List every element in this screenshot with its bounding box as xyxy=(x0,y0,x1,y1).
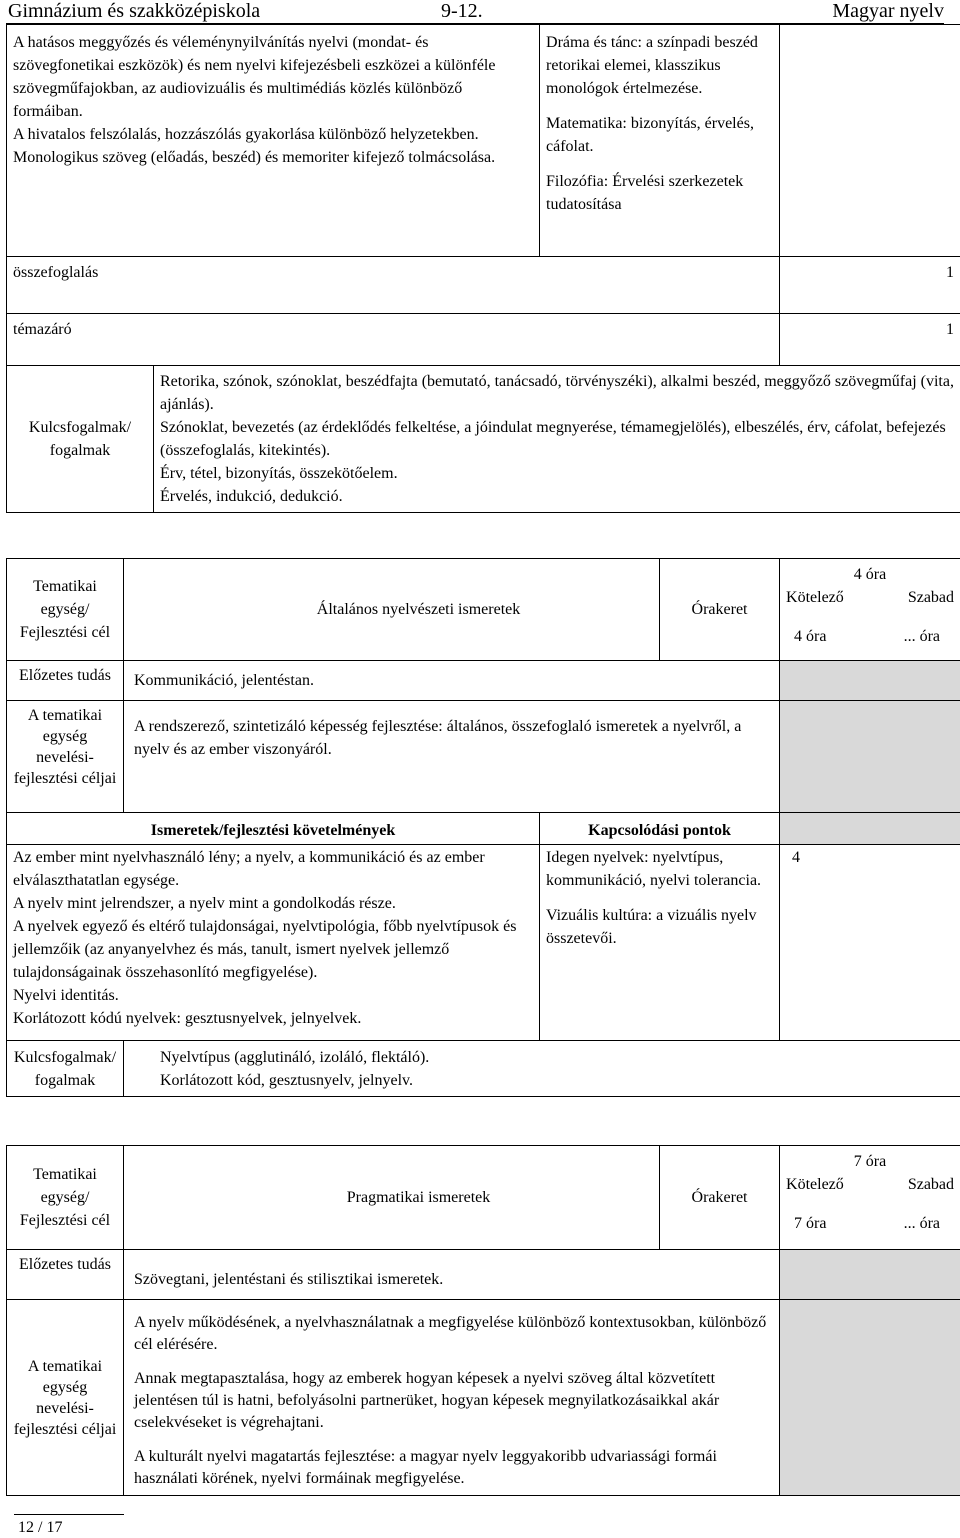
requirement-item: Nyelvi identitás. xyxy=(13,987,119,1004)
unit-table-pragmatics xyxy=(6,1145,960,1496)
requirement-item: A nyelv mint jelrendszer, a nyelv mint a gondolkodás része. xyxy=(13,895,396,912)
free-hours: ... óra xyxy=(903,1215,941,1232)
connection-item: Idegen nyelvek: nyelvtípus, kommunikáció, nyelvi tolerancia. xyxy=(546,849,762,889)
free-hours: ... óra xyxy=(903,628,941,645)
summary-label: összefoglalás xyxy=(7,257,780,314)
hours-total: 7 óra xyxy=(853,1153,887,1170)
continuation-table xyxy=(6,24,960,513)
school-name: Gimnázium és szakközépiskola xyxy=(8,0,261,22)
prior-knowledge-label: Előzetes tudás xyxy=(7,661,124,701)
goal-item: A kulturált nyelvi magatartás fejlesztése: a magyar nyelv leggyakoribb udvariassági formái használati körének, nyelvi formáinak megfigyelése. xyxy=(134,1448,717,1487)
requirement-text: Monologikus szöveg (előadás, beszéd) és memoriter kifejező tolmácsolása. xyxy=(13,149,496,166)
topic-test-label: témazáró xyxy=(7,314,780,366)
key-concept-line: Retorika, szónok, szónoklat, beszédfajta (bemutató, tanácsadó, törvényszéki), alkalmi beszéd, meggyőző szövegműfaj (vita, ajánlás). xyxy=(160,373,954,413)
summary-hours: 1 xyxy=(780,257,960,314)
key-concepts-label: Kulcsfogalmak/ fogalmak xyxy=(7,366,154,513)
mandatory-hours: 7 óra xyxy=(794,1215,827,1232)
page-header xyxy=(8,0,944,22)
connections-cell xyxy=(540,25,780,257)
requirement-item: Az ember mint nyelvhasználó lény; a nyelv, a kommunikáció és az ember elválaszthatatlan egysége. xyxy=(13,849,485,889)
requirement-text: A hatásos meggyőzés és véleménynyilvánítás nyelvi (mondat- és szövegfonetikai eszközök) és nem nyelvi kifejezésbeli eszközei a különféle szövegműfajokban, az audiovizuális és multimédiás közlés különböző formáiban. xyxy=(13,34,496,120)
key-concepts-label: Kulcsfogalmak/ fogalmak xyxy=(7,1041,124,1097)
connections-header: Kapcsolódási pontok xyxy=(540,813,780,845)
requirements-cell xyxy=(7,25,540,257)
requirement-text: A hivatalos felszólalás, hozzászólás gyakorlása különböző helyzetekben. xyxy=(13,126,479,143)
connection-text: Filozófia: Érvelési szerkezetek tudatosítása xyxy=(546,173,744,213)
subject-name: Magyar nyelv xyxy=(832,0,944,22)
hours-breakdown xyxy=(780,1146,960,1250)
requirement-item: A nyelvek egyező és eltérő tulajdonságai, nyelvtipológia, főbb nyelvtípusok és jellemzőik (az anyanyelvhez és más, tanult, ismert nyelvek jellemző tulajdonságainak összehasonlító megfigyelése). xyxy=(13,918,517,981)
hours-frame-label: Órakeret xyxy=(660,559,780,661)
unit-title: Pragmatikai ismeretek xyxy=(124,1146,660,1250)
hours-cell xyxy=(780,25,960,257)
topic-test-hours: 1 xyxy=(780,314,960,366)
free-label: Szabad xyxy=(907,589,955,606)
key-concept-line: Szónoklat, bevezetés (az érdeklődés felkeltése, a jóindulat megnyerése, témamegjelölés), elbeszélés, érv, cáfolat, befejezés (összefoglalás, kitekintés). xyxy=(160,419,946,459)
goals-text: A rendszerező, szintetizáló képesség fejlesztése: általános, összefoglaló ismeretek a nyelvről, a nyelv és az ember viszonyáról. xyxy=(124,701,780,813)
mandatory-hours: 4 óra xyxy=(794,628,827,645)
hours-frame-label: Órakeret xyxy=(660,1146,780,1250)
requirements-list xyxy=(7,845,540,1041)
connection-item: Vizuális kultúra: a vizuális nyelv összetevői. xyxy=(546,907,757,947)
unit-title: Általános nyelvészeti ismeretek xyxy=(124,559,660,661)
footer-rule xyxy=(14,1514,124,1515)
key-concept-line: Érvelés, indukció, dedukció. xyxy=(160,488,343,505)
connection-text: Dráma és tánc: a színpadi beszéd retorikai elemei, klasszikus monológok értelmezése. xyxy=(546,34,758,97)
gray-cell xyxy=(780,661,960,701)
key-concepts-content xyxy=(154,366,960,513)
connection-text: Matematika: bizonyítás, érvelés, cáfolat. xyxy=(546,115,754,155)
page-number: 12 / 17 xyxy=(18,1519,63,1536)
hours-total: 4 óra xyxy=(853,566,887,583)
gray-cell xyxy=(780,1250,960,1300)
gray-cell xyxy=(780,813,960,845)
key-concept-line: Érv, tétel, bizonyítás, összekötőelem. xyxy=(160,465,398,482)
free-label: Szabad xyxy=(907,1176,955,1193)
hours-value: 4 xyxy=(780,845,960,1041)
mandatory-label: Kötelező xyxy=(786,589,844,606)
requirement-item: Korlátozott kódú nyelvek: gesztusnyelvek, jelnyelvek. xyxy=(13,1010,362,1027)
mandatory-label: Kötelező xyxy=(786,1176,844,1193)
goals-content xyxy=(124,1300,780,1496)
prior-knowledge-label: Előzetes tudás xyxy=(7,1250,124,1300)
unit-table-general-linguistics xyxy=(6,558,960,1097)
goals-label: A tematikai egység nevelési-fejlesztési céljai xyxy=(7,701,124,813)
key-concepts-content xyxy=(124,1041,960,1097)
gray-cell xyxy=(780,701,960,813)
key-concept-line: Nyelvtípus (agglutináló, izoláló, flektáló). xyxy=(160,1048,430,1066)
prior-knowledge-text: Kommunikáció, jelentéstan. xyxy=(124,661,780,701)
goal-item: Annak megtapasztalása, hogy az emberek hogyan képesek a nyelvi szöveg által közvetített jelentésen túl is hatni, befolyásolni partnerüket, hogyan képesek megnyilatkozásaikkal akár cselekvéseket is végrehajtani. xyxy=(134,1370,720,1431)
key-concept-line: Korlátozott kód, gesztusnyelv, jelnyelv. xyxy=(160,1071,413,1089)
gray-cell xyxy=(780,1300,960,1496)
grade-range: 9-12. xyxy=(441,0,483,22)
connections-list xyxy=(540,845,780,1041)
goal-item: A nyelv működésének, a nyelvhasználatnak a megfigyelése különböző kontextusokban, különböző cél elérésére. xyxy=(134,1314,767,1353)
unit-label: Tematikai egység/ Fejlesztési cél xyxy=(7,559,124,661)
hours-breakdown xyxy=(780,559,960,661)
goals-label: A tematikai egység nevelési-fejlesztési céljai xyxy=(7,1300,124,1496)
requirements-header: Ismeretek/fejlesztési követelmények xyxy=(7,813,540,845)
unit-label: Tematikai egység/ Fejlesztési cél xyxy=(7,1146,124,1250)
prior-knowledge-text: Szövegtani, jelentéstani és stilisztikai ismeretek. xyxy=(124,1250,780,1300)
